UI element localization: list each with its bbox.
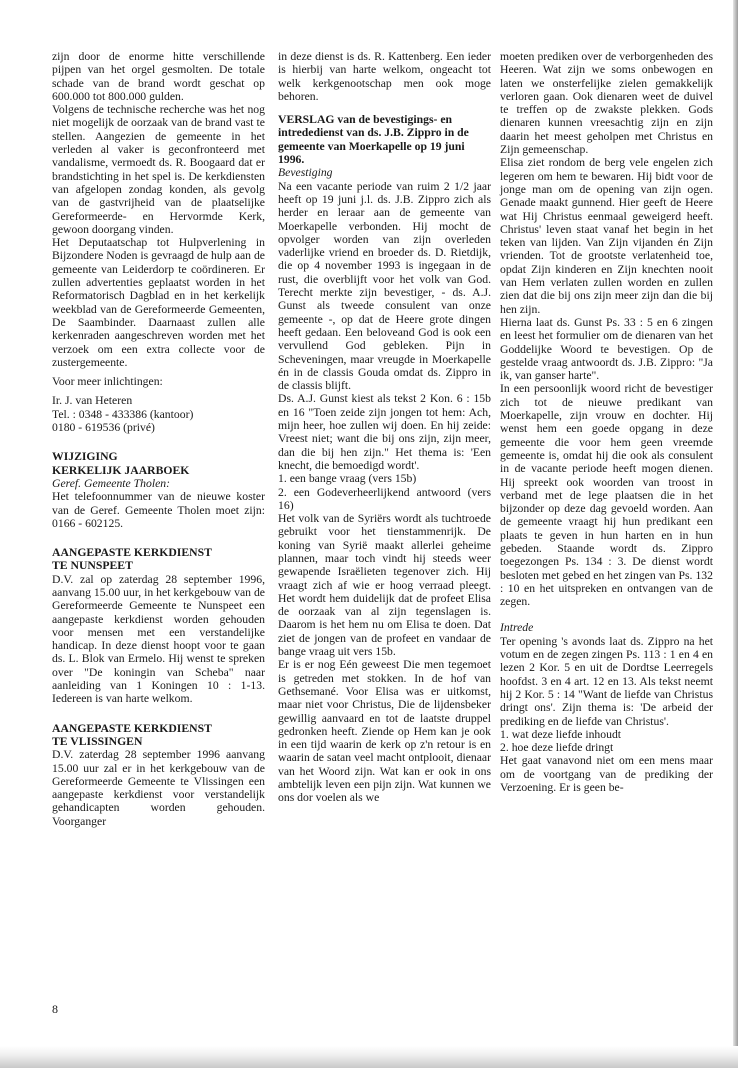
list-item: 2. een Godeverheerlijkend antwoord (vers 16): [278, 485, 491, 512]
paragraph: Volgens de technische recherche was het nog niet mogelijk de oorzaak van de brand vast te stellen. Aangezien de gemeente in het verleden al vaker is geconfronteerd met vandalisme, vermoedt ds. R. Boogaard dat er brandstichting in het spel is. De kerkdiensten van afgelopen zondag konden, als gevolg van de gastvrijheid van de plaatselijke Gereformeerde- en Hervormde Kerk, gewoon doorgang vinden.: [52, 103, 265, 236]
paragraph: zijn door de enorme hitte verschillende pijpen van het orgel gesmolten. De totale schade van de brand wordt geschat op 600.000 tot 800.000 gulden.: [52, 50, 265, 103]
paragraph: Het gaat vanavond niet om een mens maar om de voortgang van de prediking der Verzoening. Er is geen be-: [500, 754, 713, 795]
report-subtitle: Bevestiging: [278, 166, 333, 180]
intrede-subtitle: Intrede: [500, 621, 534, 635]
paragraph: Het telefoonnummer van de nieuwe koster van de Geref. Gemeente Tholen moet zijn: 0166 - 602125.: [52, 490, 265, 530]
paragraph: D.V. zal op zaterdag 28 september 1996, aanvang 15.00 uur, in het kerkgebouw van de Gereformeerde Gemeente te Nunspeet een aangepaste kerkdienst worden gehouden voor mensen met een verstandelijke handicap. In deze dienst hoopt voor te gaan ds. L. Blok van Ermelo. Hij wenst te spreken over "De koningin van Scheba" naar aanleiding van 1 Koningen 10 : 1-13. Iedereen is van harte welkom.: [52, 572, 265, 706]
column-2: [278, 50, 491, 805]
paragraph: In een persoonlijk woord richt de bevestiger zich tot de nieuwe predikant van Moerkapelle, zijn vrouw en dochter. Hij wenst hem een goede opgang in deze gemeente die voor hem geen vreemde gemeente is, omdat hij die ook als consulent in de vacante periode heeft mogen dienen. Hij spreekt ook woorden van troost in verband met de lege plaatsen die in het bijzonder op deze dag gevoeld worden. Aan de gemeente vraagt hij hun predikant een plaats te geven in hun harten en in hun gebeden. Staande wordt ds. Zippro toegezongen Ps. 134 : 3. De dienst wordt besloten met gebed en het zingen van Ps. 132 : 10 en het uitspreken en ontvangen van de zegen.: [500, 382, 713, 609]
section-heading-jaarboek: WIJZIGING KERKELIJK JAARBOEK: [52, 450, 190, 477]
paragraph: moeten prediken over de verborgenheden des Heeren. Wat zijn we soms onbewogen en laten we onsterfelijke zielen gemakkelijk verloren gaan. Ook dienaren weet de duivel te treffen op de zwakste plekken. Gods dienaren kunnen vreesachtig zijn en zijn daarin het meest geholpen met Christus en Zijn gemeenschap.: [500, 50, 713, 157]
section-heading-vlissingen: AANGEPASTE KERKDIENST TE VLISSINGEN: [52, 721, 212, 748]
paragraph: Het volk van de Syriërs wordt als tuchtroede gebruikt voor het tienstammenrijk. De koning van Syrië maakt allerlei geheime plannen, maar toch vindt hij steeds weer gewapende Israëlieten tegenover zich. Hij vraagt zich af wie er hoog verraad pleegt. Het wordt hem duidelijk dat de profeet Elisa de oorzaak van al zijn tegenslagen is. Daarom is het hem nu om Elisa te doen. Dat ziet de jongen van de profeet en vandaar de bange vraag uit vers 15b.: [278, 512, 491, 659]
page-edge-shadow: [733, 0, 738, 1068]
section-heading-nunspeet: AANGEPASTE KERKDIENST TE NUNSPEET: [52, 546, 212, 573]
column-1: [52, 50, 265, 828]
paragraph: Ds. A.J. Gunst kiest als tekst 2 Kon. 6 : 15b en 16 "Toen zeide zijn jongen tot hem: Ach, mijn heer, hoe zullen wij doen. En hij zeide: Vreest niet; want die bij ons zijn, zijn meer, dan die bij hen zijn." Het thema is: 'Een knecht, die bemoedigd wordt'.: [278, 392, 491, 472]
paragraph: Na een vacante periode van ruim 2 1/2 jaar heeft op 19 juni j.l. ds. J.B. Zippro zich als herder en leraar aan de gemeente van Moerkapelle verbonden. Hij mocht de opvolger worden van zijn overleden vaderlijke vriend en broeder ds. D. Rietdijk, die op 4 november 1993 is ingegaan in de rust, die overblijft voor het volk van God. Terecht merkte zijn bevestiger, - ds. A.J. Gunst als tweede consulent van onze gemeente -, op dat de Heere grote dingen heeft gedaan. Een beloveand God is ook een vervullend God gebleken. Pijn in Scheveningen, maar vreugde in Moerkapelle én in de classis Gouda omdat ds. Zippro in de classis blijft.: [278, 179, 491, 393]
paragraph: Er is er nog Eén geweest Die men tegemoet is getreden met stokken. In de hof van Gethsemané. Voor Elisa was er uitkomst, maar niet voor Christus, Die de lijdensbeker gewillig aanvaard en tot de laatste druppel gedronken heeft. Ziende op Hem kan je ook in een tijd waarin de kerk op z'n retour is en waarin de satan veel macht ontplooit, dienaar van het Woord zijn. Wat kan er ook in ons ambtelijk leven een pijn zijn. Wat kunnen we ons dor voelen als we: [278, 658, 491, 805]
column-3: [500, 50, 713, 794]
paragraph: Hierna laat ds. Gunst Ps. 33 : 5 en 6 zingen en leest het formulier om de dienaren van het Goddelijke Woord te bevestigen. Op de gestelde vraag antwoordt ds. J.B. Zippro: "Ja ik, van ganser harte".: [500, 315, 713, 383]
paragraph: D.V. zaterdag 28 september 1996 aanvang 15.00 uur zal er in het kerkgebouw van de Gereformeerde Gemeente te Vlissingen een aangepaste kerkdienst voor verstandelijk gehandicapten worden gehouden. Voorganger: [52, 748, 265, 828]
report-heading: VERSLAG van de bevestigings- en intrededienst van ds. J.B. Zippro in de gemeente van Moerkapelle op 19 juni 1996.: [278, 113, 469, 167]
list-item: 1. een bange vraag (vers 15b): [278, 472, 417, 486]
paragraph: Het Deputaatschap tot Hulpverlening in Bijzondere Noden is gevraagd de hulp aan de gemeente van Leiderdorp te coördineren. Er zullen advertenties geplaatst worden in het Reformatorisch Dagblad en in het kerkelijk weekblad van de Gereformeerde Gemeenten, De Saambinder. Daarnaast zullen alle kerkenraden aangeschreven worden met het verzoek om een extra collecte voor de zustergemeente.: [52, 236, 265, 369]
page-number: 8: [52, 1002, 58, 1016]
paragraph: Ter opening 's avonds laat ds. Zippro na het votum en de zegen zingen Ps. 113 : 1 en 4 en lezen 2 Kor. 5 en uit de Dordtse Leerregels hoofdst. 3 en 4 art. 12 en 13. Als tekst neemt hij 2 Kor. 5 : 14 "Want de liefde van Christus dringt ons'. Zijn thema is: 'De arbeid der prediking en de liefde van Christus'.: [500, 634, 713, 728]
list-item: 1. wat deze liefde inhoudt: [500, 727, 622, 741]
list-item: 2. hoe deze liefde dringt: [500, 741, 614, 755]
contact-block: Ir. J. van Heteren Tel. : 0348 - 433386 (kantoor) 0180 - 619536 (privé): [52, 394, 194, 435]
section-subtitle: Geref. Gemeente Tholen:: [52, 476, 171, 490]
paragraph: Elisa ziet rondom de berg vele engelen zich legeren om hem te bewaren. Hij bidt voor de jonge man om de opening van zijn ogen. Genade maakt gunnend. Hier geeft de Heere wat Hij Christus eenmaal geweigerd heeft. Christus' leven staat vanaf het begin in het teken van lijden. Van Zijn vijanden én Zijn vrienden. Tot de grootste verlatenheid toe, opdat Zijn kinderen en Zijn knechten nooit van Hem verlaten zullen worden en zullen zien dat die bij ons zijn meer zijn dan die bij hen zijn.: [500, 156, 713, 316]
more-info-label: Voor meer inlichtingen:: [52, 375, 163, 389]
paragraph: in deze dienst is ds. R. Kattenberg. Een ieder is hierbij van harte welkom, ongeacht tot welk kerkgenootschap men ook moge behoren.: [278, 50, 491, 103]
page-bottom-shadow: [0, 1046, 738, 1068]
